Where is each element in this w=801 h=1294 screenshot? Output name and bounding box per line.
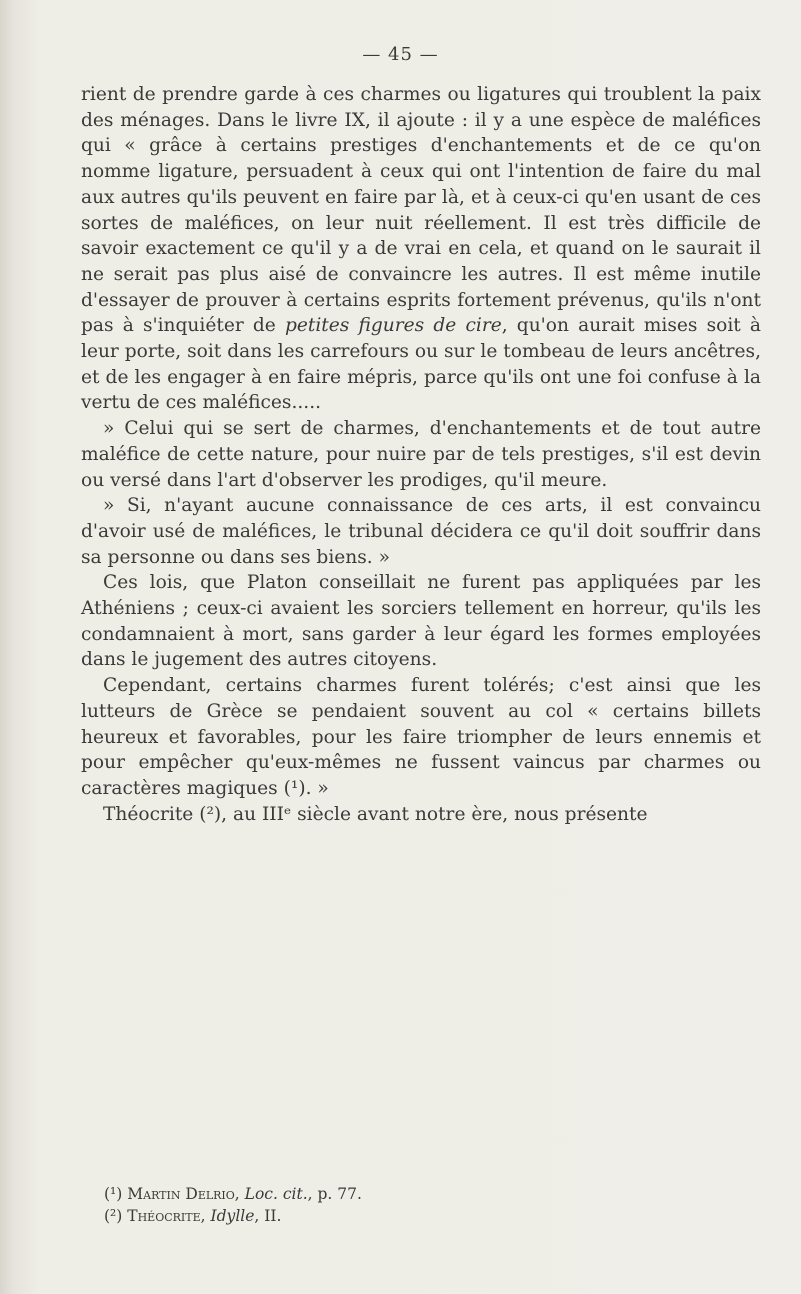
footnote-rest: , p. 77.: [307, 1185, 362, 1203]
paragraph-text: Théocrite (²), au IIIᵉ siècle avant notre ère, nous présente: [103, 803, 648, 825]
paragraph: [81, 416, 761, 493]
footnote-work: Loc. cit.: [244, 1185, 308, 1203]
paragraph: [81, 673, 761, 802]
footnotes: [104, 1183, 744, 1227]
paragraph-text: » Si, n'ayant aucune connaissance de ces arts, il est convaincu d'avoir usé de maléfices, le tribunal décidera ce qu'il doit souffrir dans sa personne ou dans ses biens. »: [81, 495, 761, 568]
paragraph-text: rient de prendre garde à ces charmes ou ligatures qui troublent la paix des ménages. Dans le livre IX, il ajoute : il y a une espèce de maléfices qui « grâce à certains prestiges d'enchantements et de ce qu'on nomme ligature, persuadent à ceux qui ont l'intention de faire du mal aux autres qu'ils peuvent en faire par là, et à ceux-ci qu'en usant de ces sortes de maléfices, on leur nuit réellement. Il est très difficile de savoir exactement ce qu'il y a de vrai en cela, et quand on le saurait il ne serait pas plus aisé de convaincre les autres. Il est même inutile d'essayer de prouver à certains esprits fortement prévenus, qu'ils n'ont pas à s'inquiéter de: [81, 84, 761, 337]
paragraph-text: » Celui qui se sert de charmes, d'enchantements et de tout autre maléfice de cette nature, pour nuire par de tels prestiges, s'il est devin ou versé dans l'art d'observer les prodiges, qu'il meure.: [81, 418, 761, 491]
footnote-rest: , II.: [254, 1207, 282, 1225]
page-number: — 45 —: [362, 44, 439, 65]
footnote-author: Théocrite,: [127, 1207, 206, 1225]
paragraph: [81, 570, 761, 673]
footnote: [104, 1205, 744, 1227]
footnote-mark: (¹): [104, 1185, 123, 1203]
paragraph-text: Cependant, certains charmes furent tolérés; c'est ainsi que les lutteurs de Grèce se pendaient souvent au col « certains billets heureux et favorables, pour les faire triompher de leurs ennemis et pour empêcher qu'eux-mêmes ne fussent vaincus par charmes ou caractères magiques (¹). »: [81, 675, 761, 799]
footnote: [104, 1183, 744, 1205]
paragraph-text: , qu'on aurait mises soit à leur porte, soit dans les carrefours ou sur le tombeau de leurs ancêtres, et de les engager à en faire mépris, parce qu'ils ont une foi confuse à la vertu de ces maléfices.....: [81, 315, 762, 414]
paragraph-text: Ces lois, que Platon conseillait ne furent pas appliquées par les Athéniens ; ceux-ci avaient les sorciers tellement en horreur, qu'ils les condamnaient à mort, sans garder à leur égard les formes employées dans le jugement des autres citoyens.: [81, 572, 761, 671]
footnote-mark: (²): [104, 1207, 123, 1225]
footnote-work: Idylle: [210, 1207, 255, 1225]
footnote-author: Martin Delrio,: [127, 1185, 240, 1203]
paragraph: [81, 493, 761, 570]
italic-phrase: petites figures de cire: [284, 315, 502, 337]
body-text: [81, 82, 761, 827]
paragraph: [81, 802, 761, 828]
paragraph: [81, 82, 761, 416]
